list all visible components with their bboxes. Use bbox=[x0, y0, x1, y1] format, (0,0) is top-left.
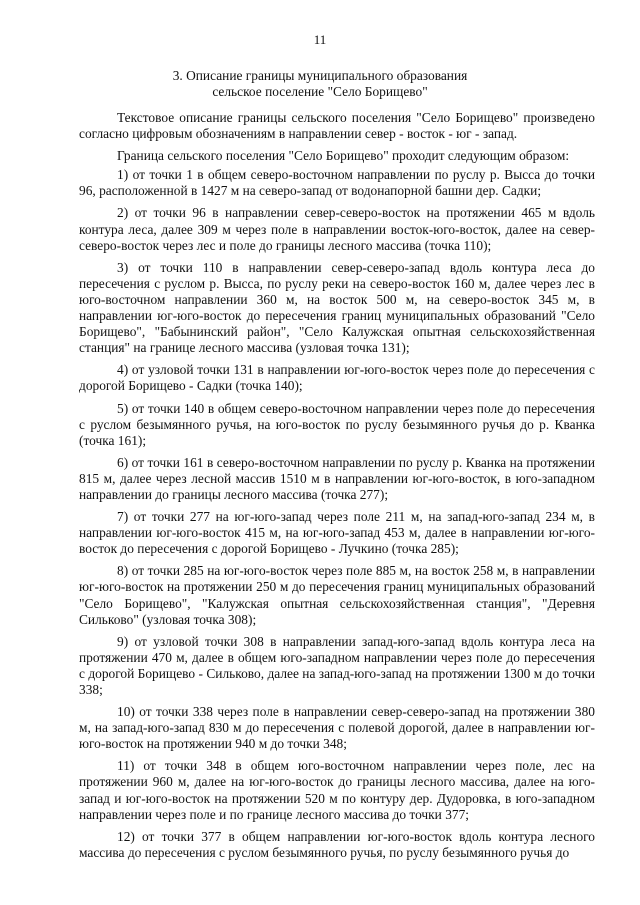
intro-paragraph: Текстовое описание границы сельского поселения "Село Борищево" произведено согласно цифровым обозначениям в направлении север - восток - юг - запад. bbox=[79, 110, 595, 142]
boundary-item-12: 12) от точки 377 в общем направлении юг-юго-восток вдоль контура лесного массива до пересечения с руслом безымянного ручья, по руслу безымянного ручья до bbox=[79, 828, 595, 860]
boundary-lead-paragraph: Граница сельского поселения "Село Борищево" проходит следующим образом: bbox=[117, 148, 570, 164]
boundary-item-9: 9) от узловой точки 308 в направлении запад-юго-запад вдоль контура леса на протяжении 470 м, далее в общем юго-западном направлении через поле до пересечения с дорогой Борищево - Сильково, далее на запад-юго-запад на протяжении 1300 м до точки 338; bbox=[79, 633, 595, 697]
boundary-item-3: 3) от точки 110 в направлении север-северо-запад вдоль контура леса до пересечения с руслом р. Высса, по руслу реки на северо-восток 160 м, далее через лес в юго-восточном направлении 360 м, на восток 500 м, на северо-восток 345 м, в направлении юг-юго-восток до пересечения границ муниципальных образований "Село Борищево", "Бабынинский район", "Село Калужская опытная сельскохозяйственная станция" на границе лесного массива (узловая точка 131); bbox=[79, 259, 595, 356]
document-body bbox=[79, 110, 595, 867]
section-title-line-1: 3. Описание границы муниципального образования bbox=[172, 68, 468, 83]
boundary-item-6: 6) от точки 161 в северо-восточном направлении по руслу р. Кванка на протяжении 815 м, далее через лесной массив 1510 м в направлении юг-юго-восток, в юго-западном направлении до границы лесного массива (точка 277); bbox=[79, 454, 595, 502]
boundary-item-2: 2) от точки 96 в направлении север-северо-восток на протяжении 465 м вдоль контура леса, далее 309 м через поле в направлении восток-юго-восток, далее на север-северо-восток через лес и поле до границы лесного массива (точка 110); bbox=[79, 205, 595, 253]
boundary-item-4: 4) от узловой точки 131 в направлении юг-юго-восток через поле до пересечения с дорогой Борищево - Садки (точка 140); bbox=[79, 362, 595, 394]
boundary-item-11: 11) от точки 348 в общем юго-восточном направлении через поле, лес на протяжении 960 м, далее на юг-юго-восток до границы лесного массива, далее на юго-запад и юг-юго-восток на протяжении 520 м по контуру дер. Дудоровка, в юго-западном направлении через поле и по границе лесного массива до точки 377; bbox=[79, 758, 595, 822]
boundary-item-7: 7) от точки 277 на юг-юго-запад через поле 211 м, на запад-юго-запад 234 м, в направлении юг-юго-восток 415 м, на юг-юго-запад 453 м, далее в направлении юг-юго-восток до пересечения с дорогой Борищево - Лучкино (точка 285); bbox=[79, 509, 595, 557]
boundary-item-5: 5) от точки 140 в общем северо-восточном направлении через поле до пересечения с руслом безымянного ручья, на юго-восток по руслу безымянного ручья до р. Кванка (точка 161); bbox=[79, 400, 595, 448]
boundary-item-8: 8) от точки 285 на юг-юго-восток через поле 885 м, на восток 258 м, в направлении юг-юго-восток на протяжении 250 м до пересечения границ муниципальных образований "Село Борищево", "Калужская опытная сельскохозяйственная станция", "Деревня Сильково" (узловая точка 308); bbox=[79, 563, 595, 627]
section-title bbox=[140, 68, 500, 100]
boundary-item-10: 10) от точки 338 через поле в направлении север-северо-запад на протяжении 380 м, на запад-юго-запад 830 м до пересечения с полевой дорогой, далее в направлении юг-юго-восток на протяжении 940 м до точки 348; bbox=[79, 704, 595, 752]
section-title-line-2: сельское поселение "Село Борищево" bbox=[212, 84, 428, 99]
boundary-item-1: 1) от точки 1 в общем северо-восточном направлении по руслу р. Высса до точки 96, расположенной в 1427 м на северо-запад от водонапорной башни дер. Садки; bbox=[79, 167, 595, 199]
page-number: 11 bbox=[313, 32, 327, 47]
